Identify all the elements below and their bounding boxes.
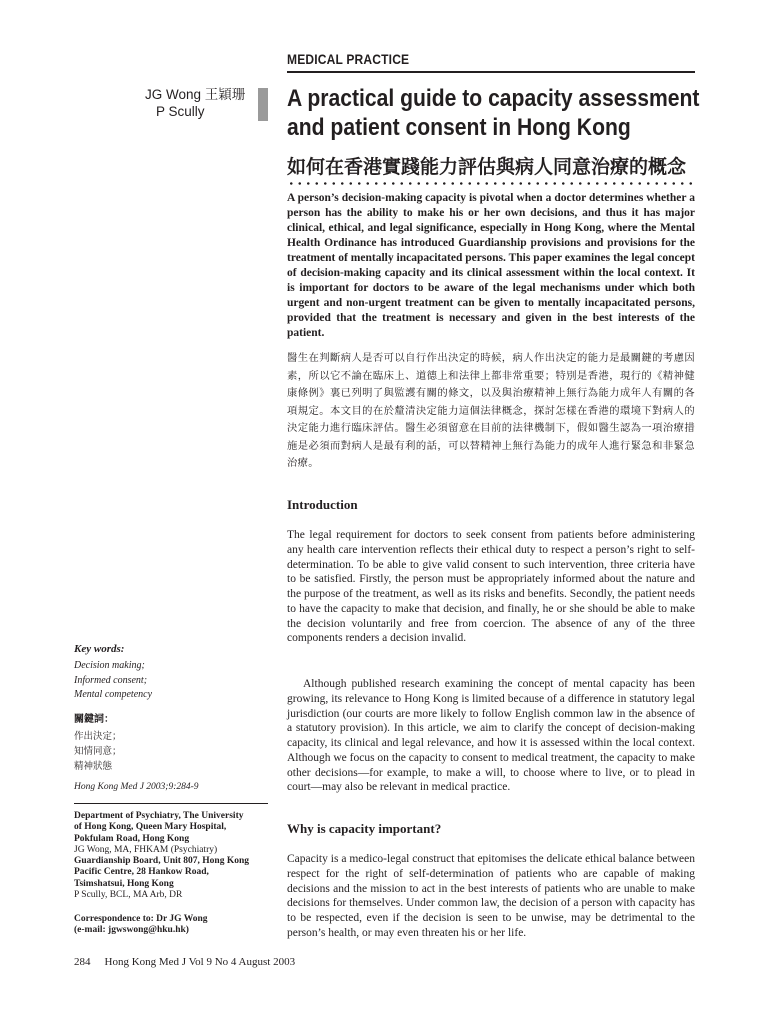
keywords-chinese-block [74,713,264,774]
introduction-heading: Introduction [287,497,358,512]
keywords-block [74,642,264,703]
title-line-2: and patient consent in Hong Kong [287,114,631,141]
abstract-english: A person’s decision-making capacity is pivotal when a doctor determines whether a person has the ability to make his or her own decisions, and thus it has major clinical, ethical, and legal significance, especially in Hong Kong, where the Mental Health Ordinance has introduced Guardianship provisions and provisions for the treatment of mentally incapacitated persons. This paper examines the legal concept of decision-making capacity and its clinical assessment within the local context. It is important for doctors to be aware of the legal mechanisms under which both urgent and non-urgent treatment can be given to mentally incapacitated persons, provided that the treatment is necessary and given in the best interests of the patient. [287,192,695,339]
author-credentials-wong: JG Wong, MA, FHKAM (Psychiatry) [74,844,218,855]
keyword-chinese-item: 作出決定； [74,731,122,742]
keyword-item: Decision making; [74,660,145,671]
why-capacity-heading: Why is capacity important? [287,821,442,836]
affiliation-department: Department of Psychiatry, The University [74,811,244,821]
section-rule [287,71,695,73]
correspondence-block [74,914,268,937]
author-credentials-scully: P Scully, BCL, MA Arb, DR [74,890,183,901]
keywords-heading: Key words: [74,643,125,655]
correspondence-line: Correspondence to: Dr JG Wong [74,914,208,924]
affiliation-board: Pacific Centre, 28 Hankow Road, [74,867,209,878]
page-footer [74,956,309,968]
abstract-chinese: 醫生在判斷病人是否可以自行作出決定的時候，病人作出決定的能力是最關鍵的考慮因素，所以它不論在臨床上、道德上和法律上都非常重要；特別是香港，現行的《精神健康條例》裏已列明了與監護有關的條文，以及與治療精神上無行為能力成年人有關的各項規定。本文目的在於釐清決定能力這個法律概念，探討怎樣在香港的環境下對病人的決定能力進行臨床評估。醫生必須留意在目前的法律機制下，假如醫生認為一項治療措施是必須而對病人是最有利的話，可以替精神上無行為能力的成年人進行緊急和非緊急治療。 [287,352,695,469]
title-line-1: A practical guide to capacity assessment [287,85,700,112]
author-wong: JG Wong 王穎珊 [145,87,246,102]
page-number: 284 [74,956,91,968]
keyword-item: Informed consent; [74,674,148,686]
article-title-chinese: 如何在香港實踐能力評估與病人同意治療的概念 [287,156,687,178]
citation: Hong Kong Med J 2003;9:284-9 [74,782,199,792]
keywords-chinese-heading: 關鍵詞： [74,714,114,725]
affiliation-board: Guardianship Board, Unit 807, Hong Kong [74,856,250,867]
author-list [145,86,245,120]
dotted-rule [287,182,695,185]
author-scully: P Scully [156,104,205,119]
article-title [287,84,700,142]
affiliation-department: Pokfulam Road, Hong Kong [74,833,190,844]
affiliations-block [74,811,268,901]
keyword-chinese-item: 知情同意； [74,746,122,757]
section-label: MEDICAL PRACTICE [287,51,410,67]
affiliation-department: of Hong Kong, Queen Mary Hospital, [74,822,227,833]
keyword-chinese-item: 精神狀態 [74,761,113,772]
why-capacity-paragraph: Capacity is a medico-legal construct that epitomises the delicate ethical balance between respect for the right of self-determination of patients who are capable of making decisions and the mission to act in the best interests of patients who are unable to make decisions for themselves. Under common law, the decision of a person with capacity has to be respected, even if the decision is seen to be unwise, may be detrimental to the person’s health, or may even threaten his or her life. [287,853,695,939]
correspondence-email[interactable]: (e-mail: jgwswong@hku.hk) [74,925,189,936]
journal-reference: Hong Kong Med J Vol 9 No 4 August 2003 [104,956,296,968]
keyword-item: Mental competency [74,689,153,700]
affiliation-board: Tsimshatsui, Hong Kong [74,878,174,889]
author-bar [258,88,268,121]
introduction-paragraph-2: Although published research examining the concept of mental capacity has been growing, its relevance to Hong Kong is limited because of a difference in statutory legal jurisdiction (our courts are more likely to follow English common law in the absence of a statutory provision). In this article, we aim to clarify the concept of decision-making capacity, its clinical and legal relevance, and how it is assessed within the local context. Although we focus on the capacity to consent to medical treatment, the capacity to make other decisions—for example, to make a will, to choose where to live, or to plead in court—may also be relevant in medical practice. [287,678,695,794]
affiliation-rule [74,803,268,804]
introduction-paragraph-1: The legal requirement for doctors to seek consent from patients before administering any health care intervention reflects their ethical duty to respect a person’s right to self-determination. To be able to give valid consent to such intervention, three criteria have to be satisfied. Firstly, the person must be appropriately informed about the nature and the purpose of the treatment, as well as its risks and benefits. Secondly, the patient needs to have the capacity to make that decision, and finally, he or she should be able to make the decision voluntarily and free from coercion. The absence of any of the three components renders a decision invalid. [287,529,695,645]
